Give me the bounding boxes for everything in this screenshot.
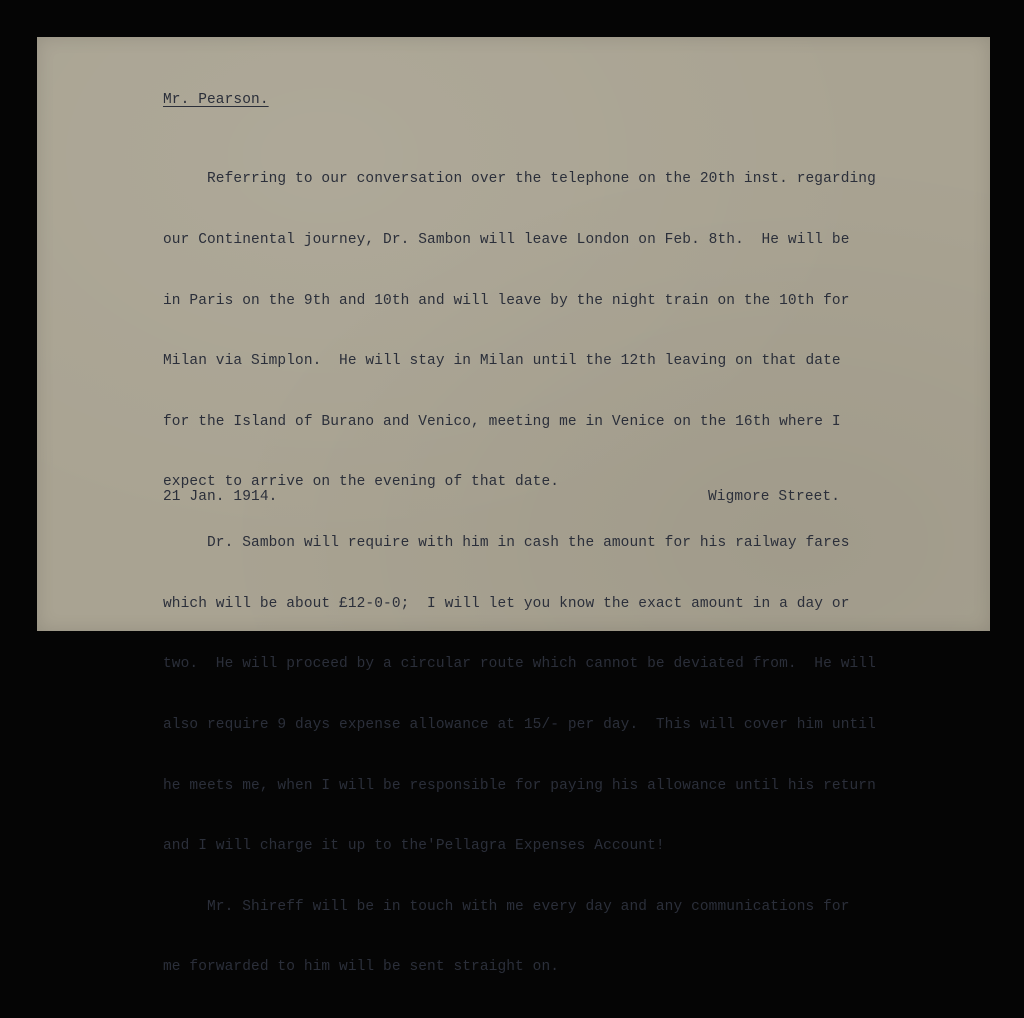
body-line: two. He will proceed by a circular route which cannot be deviated from. He will [163, 656, 876, 673]
addressee: Mr. Pearson. [163, 92, 269, 108]
body-line: Milan via Simplon. He will stay in Milan until the 12th leaving on that date [163, 353, 841, 370]
body-line: our Continental journey, Dr. Sambon will leave London on Feb. 8th. He will be [163, 232, 850, 249]
body-line: Mr. Shireff will be in touch with me every day and any communications for [163, 898, 850, 915]
typed-letter-page [37, 37, 990, 976]
letter-body [163, 129, 876, 1018]
body-line: in Paris on the 9th and 10th and will leave by the night train on the 10th for [163, 292, 850, 309]
body-line: expect to arrive on the evening of that date. [163, 474, 560, 491]
letter-date: 21 Jan. 1914. [163, 489, 278, 505]
body-line: Dr. Sambon will require with him in cash the amount for his railway fares [163, 535, 850, 552]
body-line: for the Island of Burano and Venico, meeting me in Venice on the 16th where I [163, 413, 841, 430]
body-line: he meets me, when I will be responsible for paying his allowance until his return [163, 777, 876, 794]
letter-place: Wigmore Street. [708, 489, 841, 505]
body-line: which will be about £12-0-0; I will let you know the exact amount in a day or [163, 595, 850, 612]
body-line: me forwarded to him will be sent straight on. [163, 959, 560, 976]
body-line: also require 9 days expense allowance at 15/- per day. This will cover him until [163, 716, 876, 733]
body-line: and I will charge it up to the'Pellagra Expenses Account! [163, 838, 665, 855]
body-line: Referring to our conversation over the telephone on the 20th inst. regarding [163, 171, 876, 188]
